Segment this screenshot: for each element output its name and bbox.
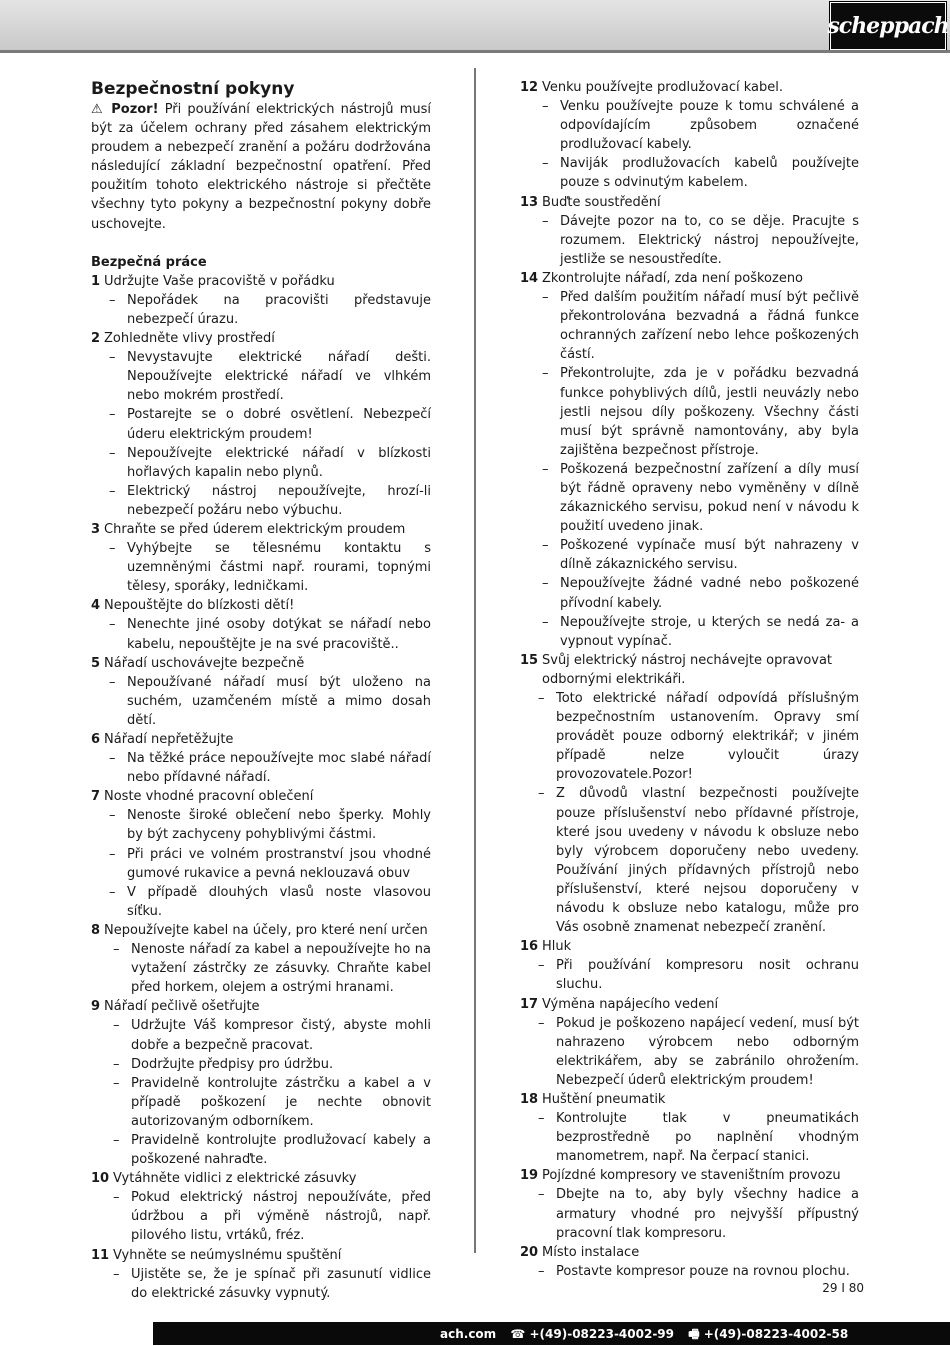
dash-bullet: –: [542, 538, 549, 554]
item-title: Udržujte Vaše pracoviště v pořádku: [104, 273, 335, 289]
item-title: Nářadí uschovávejte bezpečně: [104, 655, 305, 671]
dash-bullet: –: [113, 1075, 120, 1091]
item-number: 5: [91, 655, 101, 671]
sub-item-text: Nepoužívejte elektrické nářadí v blízkosti hořlavých kapalin nebo plynů.: [127, 445, 431, 480]
sub-item-text: Poškozená bezpečnostní zařízení a díly musí být řádně opraveny nebo vyměněny v dílně zákaznického servisu, pokud není v návodu k použití uvedeno jinak.: [560, 461, 859, 535]
sub-item: [520, 154, 859, 192]
dash-bullet: –: [109, 407, 116, 423]
sub-item: [520, 536, 859, 574]
list-item: [91, 921, 431, 940]
section-heading: Bezpečná práce: [91, 254, 207, 270]
sub-item: [91, 348, 431, 405]
dash-bullet: –: [542, 156, 549, 172]
item-title: Buďte soustředění: [542, 194, 661, 210]
column-divider: [474, 68, 476, 1253]
sub-item-text: Vyhýbejte se tělesnému kontaktu s uzemněnými částmi např. rourami, topnými tělesy, sporáky, ledničkami.: [127, 541, 431, 595]
sub-item: [520, 212, 859, 269]
item-title: Zohledněte vlivy prostředí: [104, 331, 275, 347]
sub-item-text: Pravidelně kontrolujte zástrčku a kabel a v případě poškození je nechte obnovit autorizovaným odborníkem.: [131, 1075, 431, 1129]
sub-item-text: Pokud elektrický nástroj nepoužíváte, před údržbou a při výměně nástrojů, např. pilového listu, vrtáků, fréz.: [131, 1190, 431, 1244]
sub-item-text: Naviják prodlužovacích kabelů používejte pouze s odvinutým kabelem.: [560, 156, 859, 191]
sub-item: [520, 97, 859, 154]
dash-bullet: –: [109, 292, 116, 308]
dash-bullet: –: [542, 290, 549, 306]
sub-item: [91, 673, 431, 730]
sub-item: [520, 1185, 859, 1242]
sub-item: [91, 539, 431, 596]
dash-bullet: –: [109, 445, 116, 461]
sub-item: [520, 1262, 859, 1281]
sub-item-text: Dodržujte předpisy pro údržbu.: [131, 1056, 334, 1072]
sub-item-text: Při práci ve volném prostranství jsou vhodné gumové rukavice a pevná neklouzavá obuv: [127, 846, 431, 881]
sub-item: [91, 291, 431, 329]
left-column: [91, 78, 431, 1303]
dash-bullet: –: [542, 99, 549, 115]
sub-item: [520, 784, 859, 937]
item-number: 18: [520, 1091, 539, 1107]
sub-item-text: Venku používejte pouze k tomu schválené a odpovídajícím způsobem označené prodlužovací kabely.: [560, 99, 859, 153]
sub-item-text: Před dalším použitím nářadí musí být pečlivě překontrolována bezvadná a řádná funkce ochranných zařízení nebo lehce poškozených částí.: [560, 290, 859, 363]
sub-item: [91, 1074, 431, 1131]
item-title: Svůj elektrický nástroj nechávejte opravovat odbornými elektrikáři.: [542, 652, 833, 687]
sub-item: [91, 806, 431, 844]
item-number: 11: [91, 1247, 110, 1263]
item-number: 17: [520, 996, 539, 1012]
footer-fax: 🖷 +(49)-08223-4002-58: [688, 1327, 849, 1341]
list-item: [91, 272, 431, 291]
dash-bullet: –: [538, 1015, 545, 1031]
item-title: Nepouštějte do blízkosti dětí!: [104, 598, 295, 614]
dash-bullet: –: [113, 1266, 120, 1282]
item-title: Hluk: [542, 939, 572, 955]
list-item: [520, 1090, 859, 1109]
list-item: [520, 937, 859, 956]
sub-item: [520, 364, 859, 459]
intro-text: Při používání elektrických nástrojů musí být za účelem ochrany před zásahem elektrickým proudem a nebezpečí zranění a požáru dodržována následující základní bezpečnostní opatření. Před použitím tohoto elektrického nástroje si přečtěte všechny tyto pokyny a bezpečnostní pokyny dobře uschovejte.: [91, 102, 431, 232]
item-number: 19: [520, 1168, 539, 1184]
sub-item-text: Nepořádek na pracovišti představuje nebezpečí úrazu.: [127, 292, 431, 327]
sub-item: [91, 482, 431, 520]
item-number: 15: [520, 652, 539, 668]
footer-phone: ☎ +(49)-08223-4002-99: [510, 1327, 675, 1341]
dash-bullet: –: [542, 461, 549, 477]
sub-item-text: Z důvodů vlastní bezpečnosti používejte pouze příslušenství nebo přídavné přístroje, které jsou uvedeny v návodu k obsluze nebo byly výrobcem doporučeny nebo uvedeny. Používání jiných přídavných přístrojů nebo příslušenství, které nejsou doporučeny v návodu k obsluze nebo katalogu, může pro Vás osobně znamenat nebezpečí zranění.: [556, 786, 859, 936]
sub-item: [91, 1055, 431, 1074]
list-item: [91, 329, 431, 348]
header-bar: [0, 0, 950, 50]
sub-item: [91, 1131, 431, 1169]
sub-item-text: Elektrický nástroj nepoužívejte, hrozí-li nebezpečí požáru nebo výbuchu.: [127, 483, 431, 518]
sub-item-text: V případě dlouhých vlasů noste vlasovou síťku.: [127, 884, 431, 919]
list-item: [91, 1169, 431, 1188]
item-title: Nářadí nepřetěžujte: [104, 732, 234, 747]
sub-item-text: Nenechte jiné osoby dotýkat se nářadí nebo kabelu, nepouštějte je na své pracoviště..: [127, 617, 431, 652]
dash-bullet: –: [109, 483, 116, 499]
sub-item-text: Pokud je poškozeno napájecí vedení, musí být nahrazeno výrobcem nebo odborným elektrikářem, aby se zabránilo ohrožením. Nebezpečí úderů elektrickým proudem!: [556, 1015, 859, 1088]
item-number: 6: [91, 732, 101, 747]
list-item: [520, 78, 859, 97]
sub-item: [91, 405, 431, 443]
sub-item-text: Na těžké práce nepoužívejte moc slabé nářadí nebo přídavné nářadí.: [127, 751, 431, 786]
warning-label: ⚠ Pozor!: [91, 102, 159, 117]
dash-bullet: –: [109, 808, 116, 824]
item-number: 8: [91, 922, 101, 938]
item-number: 1: [91, 273, 101, 289]
item-title: Zkontrolujte nářadí, zda není poškozeno: [542, 270, 804, 286]
sub-item-text: Udržujte Váš kompresor čistý, abyste mohli dobře a bezpečně pracovat.: [131, 1018, 431, 1053]
item-title: Nepoužívejte kabel na účely, pro které není určen: [104, 922, 428, 938]
sub-item-text: Toto elektrické nářadí odpovídá příslušným bezpečnostním ustanovením. Opravy smí provádět pouze odborný elektrikář; v jiném případě nelze vyloučit úrazy provozovatele.Pozor!: [556, 691, 859, 783]
item-number: 13: [520, 194, 539, 210]
sub-item-text: Postavte kompresor pouze na rovnou plochu.: [556, 1263, 850, 1279]
dash-bullet: –: [542, 366, 549, 382]
sub-item: [91, 1188, 431, 1245]
item-number: 2: [91, 331, 101, 347]
sub-item: [520, 956, 859, 994]
item-number: 20: [520, 1244, 539, 1260]
sub-item: [520, 574, 859, 612]
dash-bullet: –: [113, 1190, 120, 1206]
sub-item: [520, 460, 859, 536]
list-item: [91, 730, 431, 749]
sub-item: [520, 613, 859, 651]
page-title: Bezpečnostní pokyny: [91, 79, 295, 99]
item-number: 12: [520, 80, 539, 95]
right-column: [520, 78, 859, 1281]
item-title: Venku používejte prodlužovací kabel.: [542, 80, 783, 95]
item-number: 3: [91, 521, 101, 537]
sub-item: [520, 1014, 859, 1090]
dash-bullet: –: [113, 1132, 120, 1148]
sub-item: [91, 883, 431, 921]
item-title: Pojízdné kompresory ve staveništním provozu: [542, 1168, 841, 1184]
sub-item-text: Nevystavujte elektrické nářadí dešti. Nepoužívejte elektrické nářadí ve vlhkém nebo mokrém prostředí.: [127, 350, 431, 404]
list-item: [520, 193, 859, 212]
list-item: [520, 1166, 859, 1185]
dash-bullet: –: [109, 674, 116, 690]
dash-bullet: –: [538, 1111, 545, 1127]
dash-bullet: –: [538, 958, 545, 974]
sub-item: [91, 845, 431, 883]
list-item: [91, 997, 431, 1016]
list-item: [91, 654, 431, 673]
dash-bullet: –: [542, 213, 549, 229]
item-title: Chraňte se před úderem elektrickým proudem: [104, 521, 406, 537]
sub-item-text: Poškozené vypínače musí být nahrazeny v dílně zákaznického servisu.: [560, 538, 859, 573]
sub-item: [520, 689, 859, 784]
sub-item-text: Nenoste nářadí za kabel a nepoužívejte ho na vytažení zástrčky ze zásuvky. Chraňte kabel před horkem, olejem a ostrými hranami.: [131, 942, 431, 996]
item-title: Nářadí pečlivě ošetřujte: [104, 999, 260, 1015]
header-divider: [0, 50, 950, 53]
item-title: Místo instalace: [542, 1244, 640, 1260]
dash-bullet: –: [109, 884, 116, 900]
item-title: Vytáhněte vidlici z elektrické zásuvky: [113, 1171, 357, 1187]
sub-item: [91, 1016, 431, 1054]
item-number: 10: [91, 1171, 110, 1187]
item-number: 16: [520, 939, 539, 955]
intro-paragraph: [91, 100, 431, 234]
dash-bullet: –: [109, 846, 116, 862]
sub-item-text: Pravidelně kontrolujte prodlužovací kabely a poškozené nahraďte.: [131, 1132, 431, 1168]
list-item: [520, 651, 859, 689]
safety-list-right: [520, 78, 859, 1281]
sub-item: [91, 749, 431, 787]
dash-bullet: –: [538, 1187, 545, 1203]
list-item: [91, 1246, 431, 1265]
dash-bullet: –: [542, 576, 549, 592]
list-item: [91, 520, 431, 539]
dash-bullet: –: [538, 786, 545, 802]
sub-item-text: Ujistěte se, že je spínač při zasunutí vidlice do elektrické zásuvky vypnutý.: [131, 1266, 431, 1301]
sub-item-text: Překontrolujte, zda je v pořádku bezvadná funkce pohyblivých dílů, jestli neuvázly nebo jestli nejsou díly poškozeny. Všechny části musí být správně namontovány, aby byla zajištěna bezpečnost přístroje.: [560, 366, 859, 458]
scheppach-logo: scheppach: [830, 2, 946, 50]
sub-item-text: Kontrolujte tlak v pneumatikách bezprostředně po naplnění vhodným manometrem, např. Na čerpací stanici.: [556, 1111, 859, 1165]
page-number: 29 I 80: [822, 1281, 864, 1295]
item-number: 14: [520, 270, 539, 286]
sub-item: [91, 1265, 431, 1303]
sub-item-text: Postarejte se o dobré osvětlení. Nebezpečí úderu elektrickým proudem!: [127, 407, 431, 442]
list-item: [91, 596, 431, 615]
item-title: Výměna napájecího vedení: [542, 996, 719, 1012]
item-title: Vyhněte se neúmyslnému spuštění: [113, 1247, 342, 1263]
dash-bullet: –: [113, 1018, 120, 1034]
sub-item-text: Nepoužívané nářadí musí být uloženo na suchém, uzamčeném místě a mimo dosah dětí.: [127, 674, 431, 728]
dash-bullet: –: [542, 614, 549, 630]
sub-item-text: Při používání kompresoru nosit ochranu sluchu.: [556, 958, 859, 993]
sub-item: [520, 1109, 859, 1166]
sub-item-text: Dávejte pozor na to, co se děje. Pracujte s rozumem. Elektrický nástroj nepoužívejte, jestliže se nesoustředíte.: [560, 213, 859, 267]
dash-bullet: –: [538, 691, 545, 706]
sub-item-text: Nenoste široké oblečení nebo šperky. Mohly by být zachyceny pohyblivými částmi.: [127, 808, 431, 843]
dash-bullet: –: [109, 350, 116, 366]
list-item: [520, 995, 859, 1014]
dash-bullet: –: [113, 1056, 120, 1072]
dash-bullet: –: [109, 751, 116, 767]
sub-item-text: Nepoužívejte žádné vadné nebo poškozené přívodní kabely.: [560, 576, 859, 611]
item-number: 9: [91, 999, 101, 1015]
item-number: 7: [91, 789, 101, 805]
sub-item: [520, 288, 859, 364]
sub-item: [91, 940, 431, 997]
list-item: [520, 1243, 859, 1262]
item-title: Huštění pneumatik: [542, 1091, 666, 1107]
dash-bullet: –: [109, 541, 116, 557]
item-title: Noste vhodné pracovní oblečení: [104, 789, 314, 805]
dash-bullet: –: [113, 942, 120, 958]
dash-bullet: –: [109, 617, 116, 633]
footer-bar: [0, 1322, 950, 1345]
sub-item: [91, 444, 431, 482]
item-number: 4: [91, 598, 101, 614]
sub-item: [91, 615, 431, 653]
safety-list-left: [91, 272, 431, 1303]
sub-item-text: Nepoužívejte stroje, u kterých se nedá za- a vypnout vypínač.: [560, 614, 859, 649]
footer-white-block: [0, 1322, 153, 1345]
dash-bullet: –: [538, 1263, 545, 1279]
footer-web: ach.com: [440, 1327, 497, 1341]
list-item: [91, 787, 431, 806]
footer-contact: [440, 1325, 858, 1346]
list-item: [520, 269, 859, 288]
sub-item-text: Dbejte na to, aby byly všechny hadice a armatury vhodné pro nejvyšší přípustný pracovní tlak kompresoru.: [556, 1187, 859, 1241]
